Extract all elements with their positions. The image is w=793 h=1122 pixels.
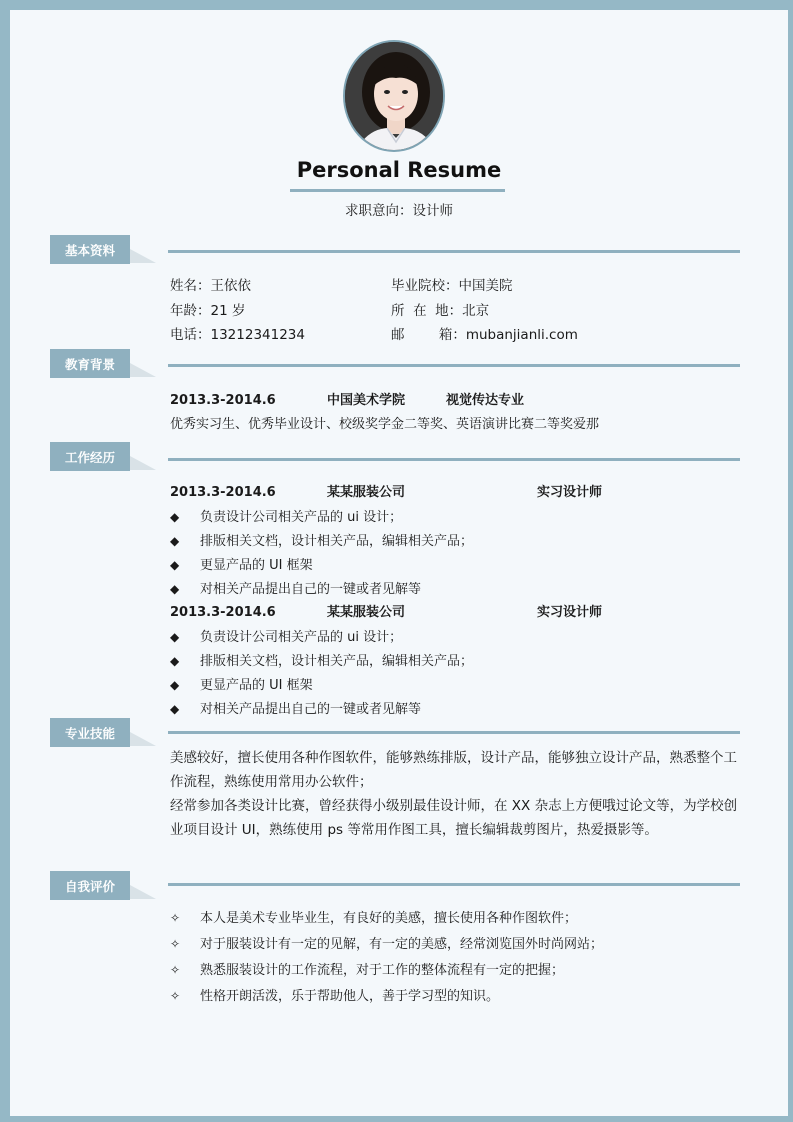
list-item: ✧ 性格开朗活泼，乐于帮助他人，善于学习型的知识。 — [170, 989, 500, 1004]
edu-school: 中国美术学院 — [327, 393, 406, 408]
four-point-star-icon: ✧ — [170, 963, 181, 977]
diamond-bullet-icon: ◆ — [170, 702, 180, 716]
avatar-portrait-image — [345, 42, 445, 152]
section-divider — [168, 364, 740, 367]
edu-major: 视觉传达专业 — [446, 393, 525, 408]
section-tag-tail — [130, 732, 156, 746]
list-item: ◆ 负责设计公司相关产品的 ui 设计； — [170, 510, 403, 525]
list-item: ◆ 更显产品的 UI 框架 — [170, 678, 313, 693]
section-divider — [168, 731, 740, 734]
list-item: ✧ 本人是美术专业毕业生，有良好的美感，擅长使用各种作图软件； — [170, 911, 578, 926]
four-point-star-icon: ✧ — [170, 937, 181, 951]
basic-email: 邮 箱：mubanjianli.com — [391, 327, 578, 343]
skills-paragraph-2: 经常参加各类设计比赛，曾经获得小级别最佳设计师，在 XX 杂志上方便哦过论文等，为学校创业项目设计 UI，熟练使用 ps 等常用作图工具，擅长编辑裁剪图片，热爱摄影等。 — [170, 798, 738, 838]
diamond-bullet-icon: ◆ — [170, 678, 180, 692]
list-item: ◆ 对相关产品提出自己的一键或者见解等 — [170, 702, 422, 717]
diamond-bullet-icon: ◆ — [170, 510, 180, 524]
title-underline — [290, 189, 505, 192]
edu-period: 2013.3-2014.6 — [170, 393, 276, 408]
diamond-bullet-icon: ◆ — [170, 630, 180, 644]
list-item: ◆ 排版相关文档，设计相关产品，编辑相关产品； — [170, 654, 474, 669]
job-period: 2013.3-2014.6 — [170, 605, 276, 620]
section-tag-education: 教育背景 — [50, 349, 130, 378]
section-tag-self: 自我评价 — [50, 871, 130, 900]
section-tag-basic: 基本资料 — [50, 235, 130, 264]
job-role: 实习设计师 — [537, 485, 603, 500]
job-role: 实习设计师 — [537, 605, 603, 620]
avatar — [343, 40, 445, 152]
section-tag-skills: 专业技能 — [50, 718, 130, 747]
section-tag-tail — [130, 885, 156, 899]
job-period: 2013.3-2014.6 — [170, 485, 276, 500]
basic-location: 所 在 地：北京 — [391, 303, 490, 319]
list-item: ✧ 熟悉服装设计的工作流程，对于工作的整体流程有一定的把握； — [170, 963, 565, 978]
section-tag-work: 工作经历 — [50, 442, 130, 471]
job-company: 某某服装公司 — [327, 605, 406, 620]
section-tag-tail — [130, 249, 156, 263]
edu-honors: 优秀实习生、优秀毕业设计、校级奖学金二等奖、英语演讲比赛二等奖爱那 — [170, 417, 600, 432]
four-point-star-icon: ✧ — [170, 911, 181, 925]
basic-age: 年龄：21 岁 — [170, 303, 246, 319]
list-item: ◆ 负责设计公司相关产品的 ui 设计； — [170, 630, 403, 645]
skills-paragraph-1: 美感较好，擅长使用各种作图软件，能够熟练排版，设计产品，能够独立设计产品，熟悉整个工作流程，熟练使用常用办公软件； — [170, 750, 737, 790]
list-item: ◆ 排版相关文档，设计相关产品，编辑相关产品； — [170, 534, 474, 549]
list-item: ◆ 对相关产品提出自己的一键或者见解等 — [170, 582, 422, 597]
list-item: ✧ 对于服装设计有一定的见解，有一定的美感，经常浏览国外时尚网站； — [170, 937, 604, 952]
section-tag-tail — [130, 456, 156, 470]
list-item: ◆ 更显产品的 UI 框架 — [170, 558, 313, 573]
job-company: 某某服装公司 — [327, 485, 406, 500]
four-point-star-icon: ✧ — [170, 989, 181, 1003]
resume-sheet — [10, 10, 788, 1116]
basic-phone: 电话：13212341234 — [170, 327, 305, 343]
diamond-bullet-icon: ◆ — [170, 582, 180, 596]
diamond-bullet-icon: ◆ — [170, 654, 180, 668]
section-divider — [168, 883, 740, 886]
job-objective: 求职意向：设计师 — [345, 203, 453, 219]
section-divider — [168, 250, 740, 253]
basic-name: 姓名：王依依 — [170, 278, 251, 294]
diamond-bullet-icon: ◆ — [170, 534, 180, 548]
section-tag-tail — [130, 363, 156, 377]
section-divider — [168, 458, 740, 461]
diamond-bullet-icon: ◆ — [170, 558, 180, 572]
page-title: Personal Resume — [296, 158, 502, 182]
basic-school: 毕业院校：中国美院 — [391, 278, 513, 294]
